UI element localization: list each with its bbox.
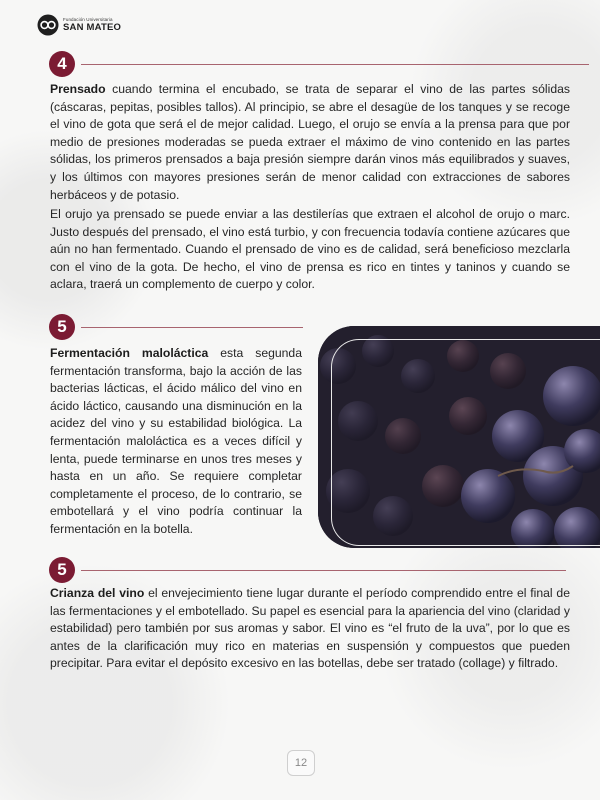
paragraph-fermentacion-malolactica [50, 345, 302, 539]
term-heading: Crianza del vino [50, 586, 145, 600]
paragraph-crianza [50, 585, 570, 673]
section-divider [81, 327, 303, 328]
section-number-badge: 4 [49, 51, 75, 77]
logo-name: SAN MATEO [63, 21, 122, 33]
paragraph-text: esta segunda fermentación transforma, bajo la acción de las bacterias lácticas, el ácido málico del vino en ácido láctico, causando una disminución en la acidez del vino y su estabilidad biológica. La fermentación maloláctica es a veces difícil y lenta, puede terminarse en unos tres meses y hasta en un año. Se requiere completar completamente el proceso, de lo contrario, se embotellará y el vino podría continuar la fermentación en la botella. [50, 346, 302, 536]
grapes-photo [318, 326, 600, 548]
section-number-badge: 5 [49, 314, 75, 340]
section-header-crianza [49, 557, 566, 583]
grapes-illustration [318, 326, 600, 548]
term-heading: Prensado [50, 82, 106, 96]
paragraph-text: el envejecimiento tiene lugar durante el período comprendido entre el final de las fermentaciones y el embotellado. Su papel es esencial para la apariencia del vino (claridad y estabilidad) pero también por sus aromas y sabor. El vino es “el fruto de la uva”, por lo que es antes de la clarificación muy rico en materias en suspensión y compuestos que pueden precipitar. Para evitar el depósito excesivo en las botellas, debe ser tratado (collage) y filtrado. [50, 586, 570, 671]
paragraph-prensado [50, 81, 570, 204]
paragraph-orujo [50, 206, 570, 294]
paragraph-text: El orujo ya prensado se puede enviar a las destilerías que extraen el alcohol de orujo o marc. Justo después del prensado, el vino está turbio, y con frecuencia todavía contiene azúcares que aún no han fermentado. Cuando el prensado de vino es de calidad, será beneficioso mezclarla con el vino de la gota. De hecho, el vino de prensa es rico en tintes y taninos y cuando se aclara, traerá un complemento de cuerpo y color. [50, 207, 570, 292]
logo-icon [37, 14, 59, 36]
section-number-badge: 5 [49, 557, 75, 583]
logo-small-text: Fundación Universitaria [63, 17, 113, 22]
page-number: 12 [287, 750, 315, 776]
section-divider [81, 64, 589, 65]
paragraph-text: cuando termina el encubado, se trata de separar el vino de las partes sólidas (cáscaras, pepitas, posibles tallos). Al principio, se abre el desagüe de los tanques y se recoge el vino de gota que será el de mejor calidad. Luego, el orujo se envía a la prensa para que por medio de presiones moderadas se pueda extraer el máximo de vino contenido en las partes sólidas, los primeros prensados a baja presión siempre darán vinos más equilibrados y suaves, y los últimos con mayores presiones serán de menor calidad con extracciones de sabores herbáceos y de potasio. [50, 82, 570, 202]
section-divider [81, 570, 566, 571]
university-logo [37, 14, 121, 36]
section-header-maloláctica [49, 314, 303, 340]
section-header-prensado [49, 51, 589, 77]
term-heading: Fermentación maloláctica [50, 346, 209, 360]
